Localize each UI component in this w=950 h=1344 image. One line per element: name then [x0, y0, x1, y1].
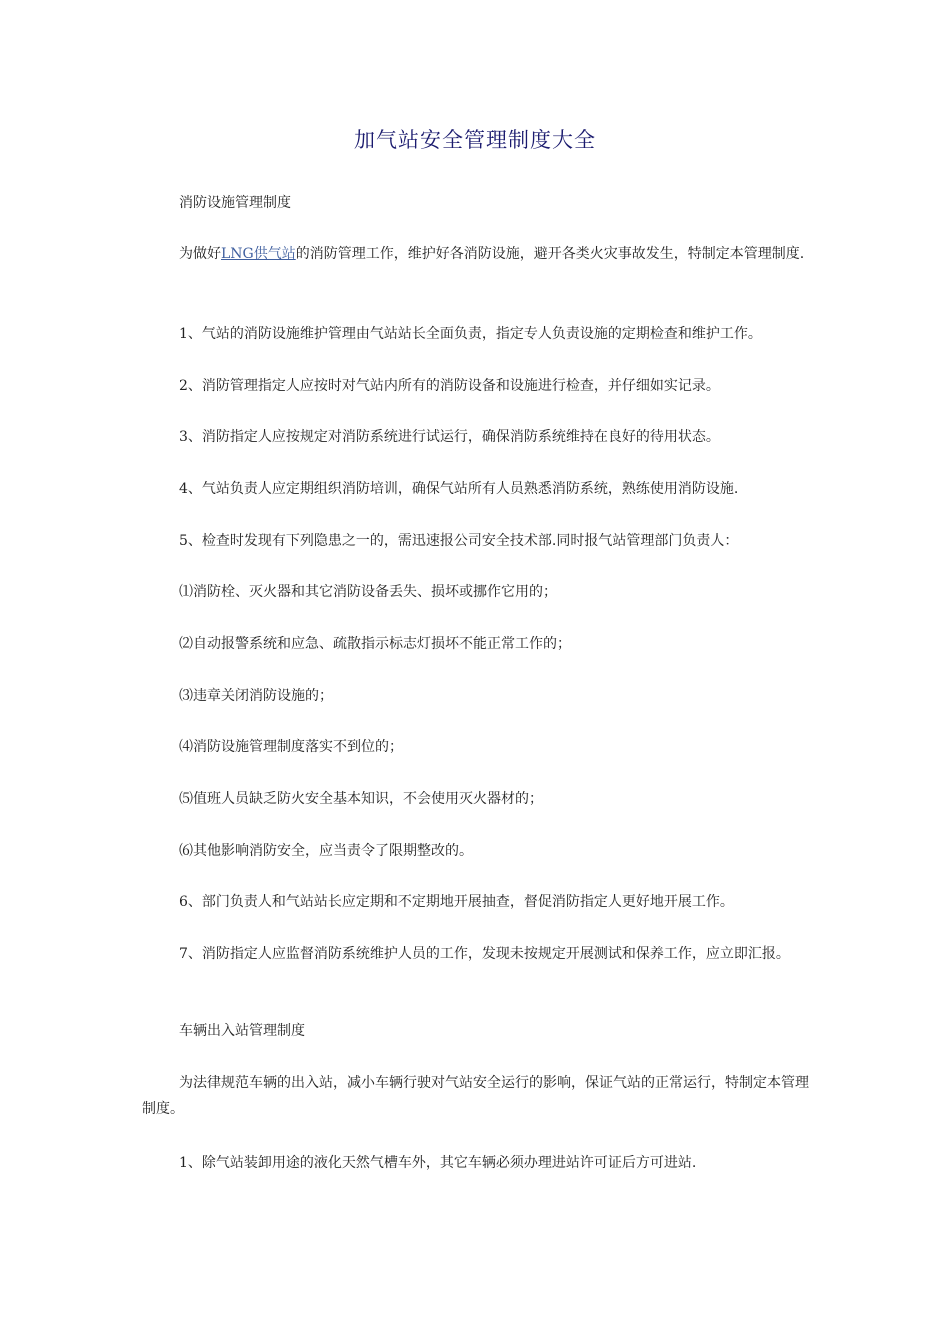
section-intro-fire-facilities	[142, 241, 814, 267]
list-item: 1、气站的消防设施维护管理由气站站长全面负责，指定专人负责设施的定期检查和维护工作。	[179, 326, 762, 342]
section-intro-vehicle-access: 为法律规范车辆的出入站，减小车辆行驶对气站安全运行的影响，保证气站的正常运行，特制定本管理制度。	[142, 1075, 809, 1117]
list-item: ⑷消防设施管理制度落实不到位的；	[179, 739, 403, 755]
list-item: ⑵自动报警系统和应急、疏散指示标志灯损坏不能正常工作的；	[179, 636, 571, 652]
list-item: 3、消防指定人应按规定对消防系统进行试运行，确保消防系统维持在良好的待用状态。	[179, 429, 720, 445]
intro-text-before: 为做好	[179, 246, 221, 262]
list-item: 6、部门负责人和气站站长应定期和不定期地开展抽查，督促消防指定人更好地开展工作。	[179, 894, 734, 910]
list-item: ⑴消防栓、灭火器和其它消防设备丢失、损坏或挪作它用的；	[179, 584, 557, 600]
list-item: ⑹其他影响消防安全，应当责令了限期整改的。	[179, 843, 473, 859]
lng-station-link[interactable]: LNG供气站	[221, 246, 296, 262]
list-item: 1、除气站装卸用途的液化天然气槽车外，其它车辆必须办理进站许可证后方可进站.	[179, 1155, 697, 1171]
list-item: 7、消防指定人应监督消防系统维护人员的工作，发现未按规定开展测试和保养工作，应立即汇报。	[179, 946, 790, 962]
section-heading-vehicle-access: 车辆出入站管理制度	[179, 1023, 305, 1039]
list-item: 4、气站负责人应定期组织消防培训，确保气站所有人员熟悉消防系统，熟练使用消防设施.	[179, 481, 739, 497]
list-item: 5、检查时发现有下列隐患之一的，需迅速报公司安全技术部.同时报气站管理部门负责人：	[179, 533, 739, 549]
document-title: 加气站安全管理制度大全	[354, 128, 596, 152]
list-item: ⑶违章关闭消防设施的；	[179, 688, 333, 704]
intro-text-after: 的消防管理工作，维护好各消防设施，避开各类火灾事故发生，特制定本管理制度.	[295, 246, 805, 262]
section-heading-fire-facilities: 消防设施管理制度	[179, 195, 291, 211]
list-item: 2、消防管理指定人应按时对气站内所有的消防设备和设施进行检查，并仔细如实记录。	[179, 378, 720, 394]
list-item: ⑸值班人员缺乏防火安全基本知识，不会使用灭火器材的；	[179, 791, 543, 807]
